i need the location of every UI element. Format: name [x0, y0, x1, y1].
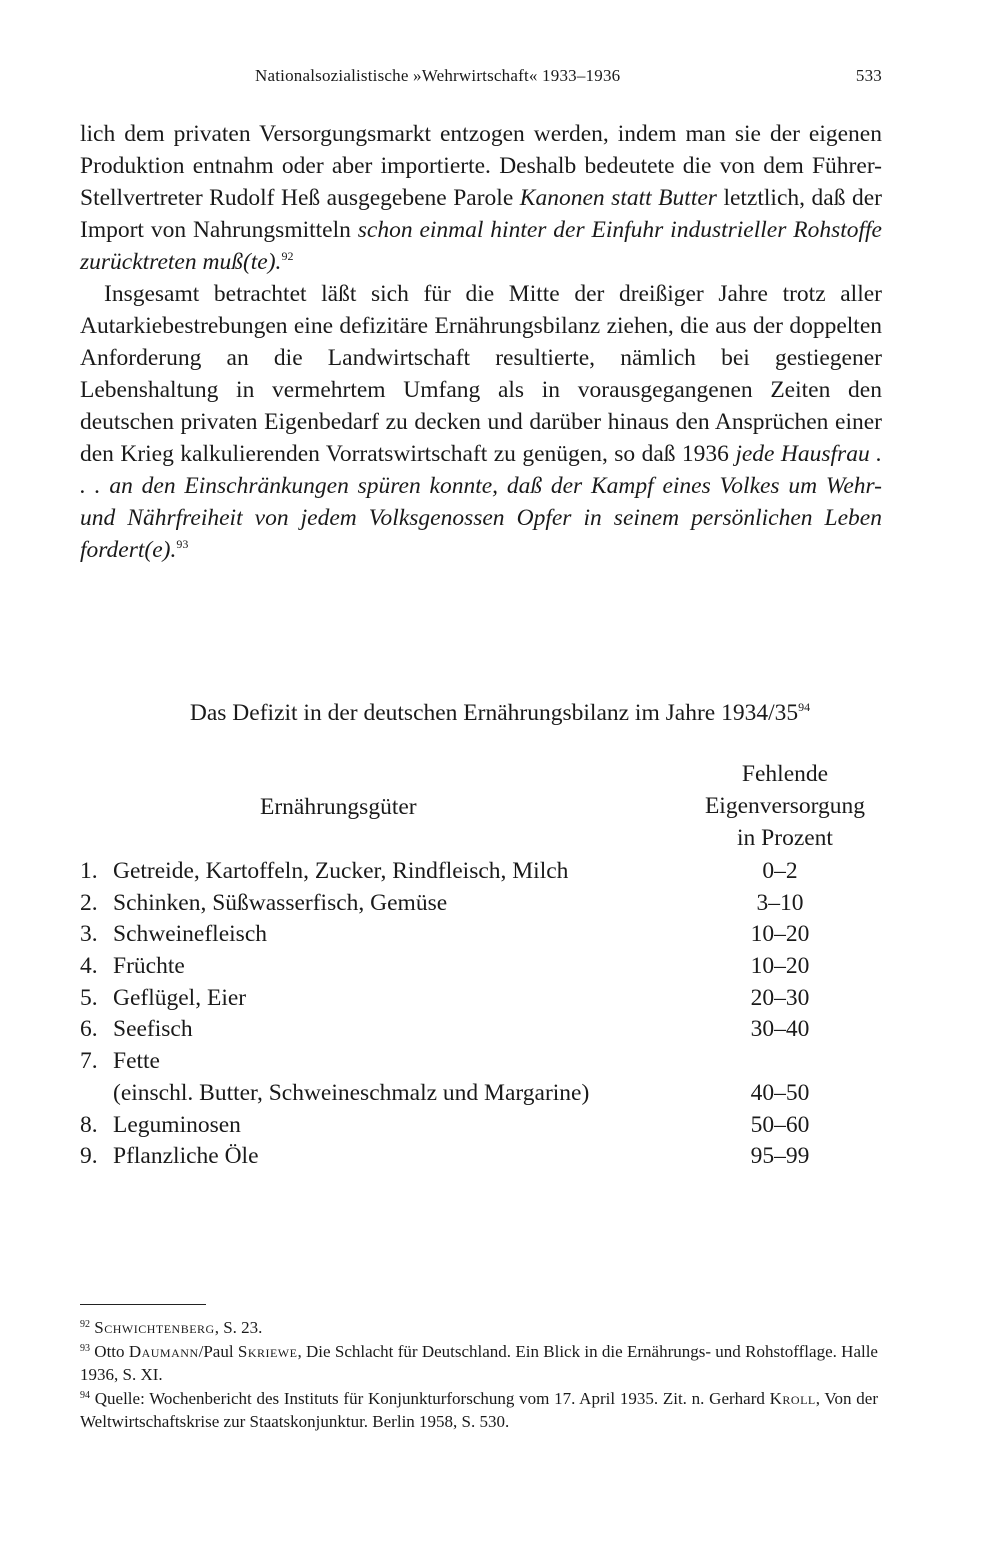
table-row: [80, 1078, 900, 1110]
row-item: Früchte: [113, 953, 185, 980]
table-row: [80, 1141, 900, 1173]
footnote-ref: 92: [281, 249, 294, 263]
column-header-line: in Prozent: [737, 825, 833, 851]
paragraph: [80, 118, 882, 278]
row-number: 7.: [80, 1048, 98, 1075]
row-number: 8.: [80, 1111, 98, 1138]
table-title: [80, 700, 920, 727]
row-item: Schweinefleisch: [113, 921, 268, 948]
table-row: [80, 1046, 900, 1078]
text-run: , Von der Weltwirtschaftskrise zur Staatskonjunktur. Berlin 1958, S. 530.: [80, 1388, 878, 1431]
footnote-ref: 92: [80, 1319, 90, 1330]
row-value: 20–30: [750, 984, 810, 1011]
text-run: Otto: [90, 1341, 129, 1361]
row-value: 50–60: [750, 1111, 810, 1138]
paragraph: [80, 278, 882, 566]
row-item: Seefisch: [113, 1016, 193, 1043]
row-number: 4.: [80, 953, 98, 980]
row-number: 1.: [80, 858, 98, 884]
column-header-line: Fehlende: [741, 761, 829, 787]
row-item: Leguminosen: [113, 1111, 241, 1138]
footnote-ref: 94: [798, 700, 811, 714]
row-value: 30–40: [750, 1016, 810, 1043]
text-run: jede Hausfrau . . . an den Einschränkungen spüren konnte, daß der Kampf eines Volkes um Wehr- und Nährfreiheit von jedem Volksgenossen Opfer in seinem persönlichen Leben fordert(e).: [80, 441, 882, 563]
text-run: Kroll: [769, 1388, 816, 1408]
row-value: 3–10: [756, 889, 804, 916]
row-value: 40–50: [750, 1079, 810, 1106]
footnote-ref: 93: [80, 1342, 90, 1354]
text-run: Skriewe: [237, 1341, 298, 1361]
row-value: 0–2: [762, 858, 798, 884]
row-value: 10–20: [750, 921, 810, 948]
body-text: [80, 118, 882, 566]
footnote-ref: 94: [80, 1389, 90, 1401]
table-row: [80, 983, 900, 1015]
row-value: 10–20: [750, 953, 810, 980]
text-run: , Die Schlacht für Deutschland. Ein Blick in die Ernährungs- und Rohstofflage. Halle 1936, S. XI.: [80, 1341, 878, 1384]
row-item: Pflanzliche Öle: [113, 1143, 259, 1170]
row-number: 5.: [80, 984, 98, 1011]
running-title: Nationalsozialistische »Wehrwirtschaft« 1933–1936: [255, 66, 621, 85]
footnote: [80, 1316, 878, 1340]
footnote: [80, 1387, 878, 1434]
row-number: 6.: [80, 1016, 98, 1043]
row-item: Fette: [113, 1048, 160, 1075]
footnote-ref: 93: [176, 537, 189, 551]
row-item: Schinken, Süßwasserfisch, Gemüse: [113, 889, 448, 916]
text-run: /Paul: [198, 1341, 238, 1361]
table-row: [80, 951, 900, 983]
page-number: 533: [855, 66, 882, 85]
footnote: [80, 1340, 878, 1387]
row-number: 2.: [80, 889, 98, 916]
table-row: [80, 888, 900, 920]
footnotes: [80, 1316, 878, 1434]
row-number: 9.: [80, 1143, 98, 1170]
row-item: Geflügel, Eier: [113, 984, 247, 1011]
column-header-line: Eigenversorgung: [704, 793, 866, 819]
column-header-deficit: [670, 758, 900, 854]
table-row: [80, 919, 900, 951]
table-row: [80, 856, 900, 888]
row-item: (einschl. Butter, Schweineschmalz und Margarine): [113, 1079, 590, 1106]
row-value: 95–99: [750, 1143, 810, 1170]
text-run: Daumann: [128, 1341, 199, 1361]
text-run: , S. 23.: [214, 1318, 263, 1337]
text-run: schon einmal hinter der Einfuhr industrieller Rohstoffe zurücktreten muß(te).: [80, 217, 882, 275]
text-run: Schwichtenberg: [94, 1318, 215, 1337]
footnote-divider: [80, 1304, 206, 1305]
row-number: 3.: [80, 921, 98, 948]
text-run: Kanonen statt Butter: [519, 185, 717, 211]
table-body: [80, 856, 900, 1173]
text-run: Insgesamt betrachtet läßt sich für die Mitte der dreißiger Jahre trotz aller Autarkiebestrebungen eine defizitäre Ernährungsbilanz ziehen, die aus der doppelten Anforderung an die Landwirtschaft resultierte, nämlich bei gestiegener Lebenshaltung in vermehrtem Umfang als in vorausgegangenen Zeiten den deutschen privaten Eigenbedarf zu decken und darüber hinaus den Ansprüchen einer den Krieg kalkulierenden Vorratswirtschaft zu genügen, so daß 1936: [80, 281, 882, 467]
table-row: [80, 1110, 900, 1142]
table-title-text: Das Defizit in der deutschen Ernährungsbilanz im Jahre 1934/35: [189, 700, 799, 726]
text-run: letztlich, daß der Import von Nahrungsmitteln: [80, 185, 882, 243]
row-item: Getreide, Kartoffeln, Zucker, Rindfleisch, Milch: [113, 858, 569, 884]
text-run: lich dem privaten Versorgungsmarkt entzogen werden, indem man sie der eigenen Produktion entnahm oder aber importierte. Deshalb bedeutete die von dem Führer-Stellvertreter Rudolf Heß ausgegebene Parole: [80, 121, 882, 211]
table-row: [80, 1014, 900, 1046]
text-run: Quelle: Wochenbericht des Instituts für Konjunkturforschung vom 17. April 1935. Zit. n. Gerhard: [90, 1388, 770, 1408]
column-header-goods: Ernährungsgüter: [260, 794, 417, 820]
